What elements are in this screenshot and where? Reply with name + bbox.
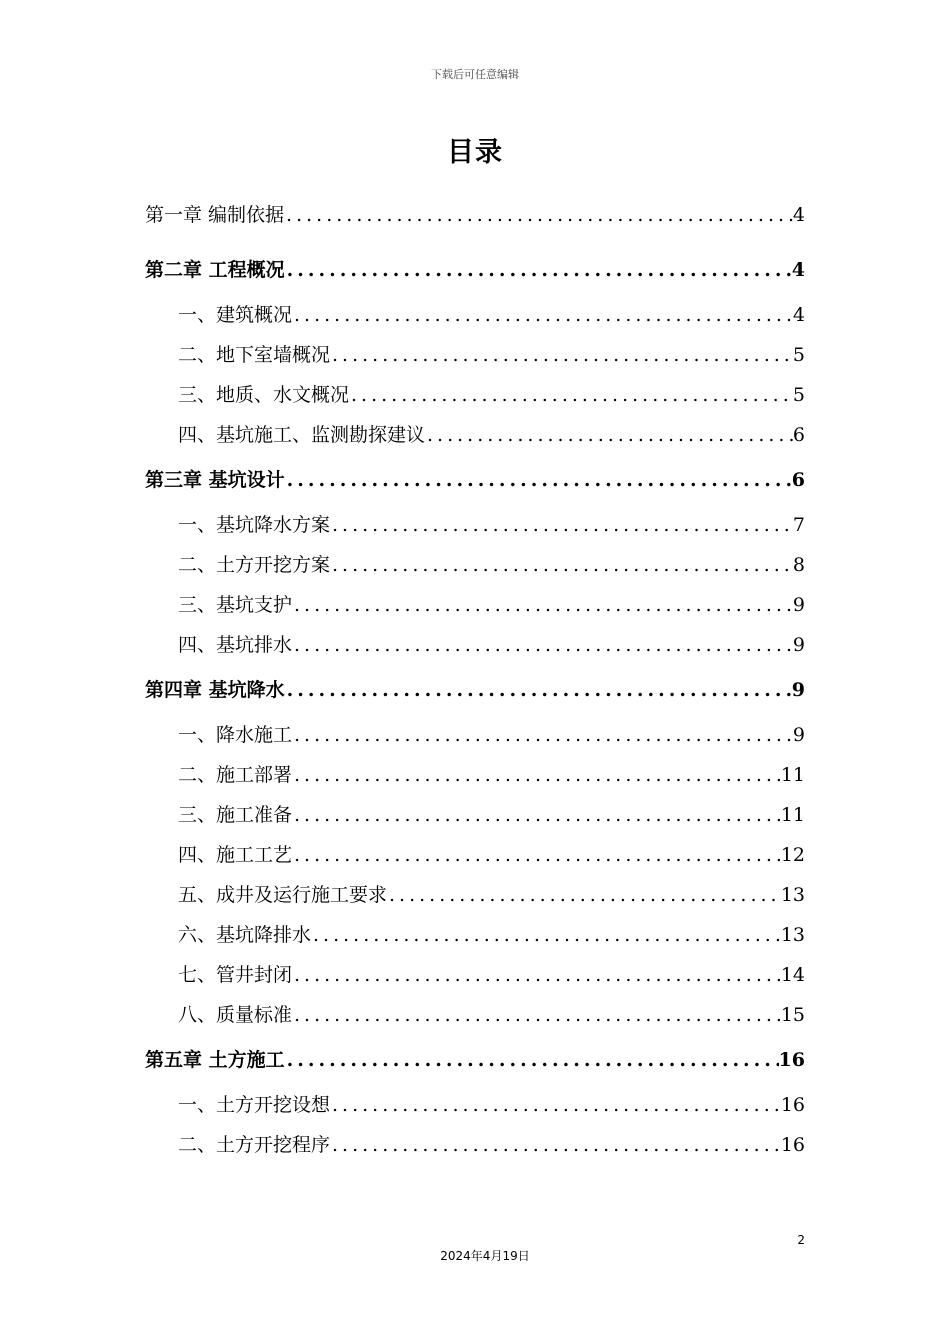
toc-section-entry[interactable] [145, 915, 805, 955]
toc-dot-leader [349, 375, 793, 415]
toc-section-entry[interactable] [145, 995, 805, 1035]
toc-entry-label: 一、建筑概况 [178, 304, 293, 326]
toc-entry-page: 16 [780, 1134, 805, 1156]
toc-entry-page: 13 [780, 924, 805, 946]
toc-dot-leader [292, 585, 793, 625]
toc-entry-label: 一、基坑降水方案 [178, 514, 331, 536]
toc-dot-leader [292, 795, 781, 835]
toc-dot-leader [330, 545, 793, 585]
toc-dot-leader [285, 1035, 779, 1085]
toc-entry-page: 9 [792, 594, 805, 616]
toc-dot-leader [311, 915, 781, 955]
toc-entry-label: 第五章 土方施工 [145, 1049, 285, 1071]
toc-section-entry[interactable] [145, 875, 805, 915]
toc-entry-label: 一、土方开挖设想 [178, 1094, 331, 1116]
toc-dot-leader [330, 1085, 781, 1125]
toc-entry-label: 二、地下室墙概况 [178, 344, 331, 366]
toc-dot-leader [330, 335, 793, 375]
toc-dot-leader [330, 1125, 781, 1165]
toc-section-entry[interactable] [145, 955, 805, 995]
toc-entry-page: 9 [791, 679, 805, 701]
table-of-contents [145, 195, 805, 1165]
toc-entry-label: 第二章 工程概况 [145, 259, 285, 281]
toc-dot-leader [387, 875, 781, 915]
toc-section-entry[interactable] [145, 755, 805, 795]
toc-section-entry[interactable] [145, 295, 805, 335]
toc-chapter-entry[interactable] [145, 1035, 805, 1085]
toc-dot-leader [330, 505, 793, 545]
toc-entry-label: 一、降水施工 [178, 724, 293, 746]
toc-entry-label: 八、质量标准 [178, 1004, 293, 1026]
toc-chapter-entry[interactable] [145, 195, 805, 235]
toc-entry-page: 12 [780, 844, 805, 866]
toc-entry-page: 4 [791, 259, 805, 281]
toc-section-entry[interactable] [145, 835, 805, 875]
toc-entry-label: 第三章 基坑设计 [145, 469, 285, 491]
toc-dot-leader [292, 835, 781, 875]
toc-section-entry[interactable] [145, 1125, 805, 1165]
toc-entry-label: 五、成井及运行施工要求 [178, 884, 388, 906]
toc-entry-label: 二、土方开挖程序 [178, 1134, 331, 1156]
toc-section-entry[interactable] [145, 795, 805, 835]
toc-entry-page: 6 [792, 424, 805, 446]
toc-section-entry[interactable] [145, 545, 805, 585]
toc-dot-leader [284, 195, 793, 235]
toc-entry-page: 13 [780, 884, 805, 906]
page-number: 2 [797, 1233, 805, 1247]
toc-dot-leader [292, 295, 793, 335]
toc-entry-page: 11 [780, 804, 805, 826]
toc-entry-page: 4 [792, 304, 805, 326]
toc-entry-page: 5 [792, 344, 805, 366]
toc-section-entry[interactable] [145, 625, 805, 665]
toc-entry-label: 二、施工部署 [178, 764, 293, 786]
toc-section-entry[interactable] [145, 505, 805, 545]
toc-dot-leader [425, 415, 793, 455]
toc-dot-leader [285, 665, 792, 715]
toc-entry-page: 16 [778, 1049, 805, 1071]
toc-entry-label: 四、基坑排水 [178, 634, 293, 656]
toc-dot-leader [285, 245, 792, 295]
toc-dot-leader [292, 955, 781, 995]
toc-chapter-entry[interactable] [145, 665, 805, 715]
toc-entry-label: 三、基坑支护 [178, 594, 293, 616]
toc-entry-label: 三、施工准备 [178, 804, 293, 826]
toc-dot-leader [292, 625, 793, 665]
toc-chapter-entry[interactable] [145, 455, 805, 505]
toc-entry-page: 9 [792, 634, 805, 656]
toc-section-entry[interactable] [145, 585, 805, 625]
toc-entry-label: 四、基坑施工、监测勘探建议 [178, 424, 426, 446]
toc-section-entry[interactable] [145, 335, 805, 375]
toc-entry-page: 14 [780, 964, 805, 986]
toc-entry-label: 七、管井封闭 [178, 964, 293, 986]
toc-section-entry[interactable] [145, 415, 805, 455]
toc-entry-page: 7 [792, 514, 805, 536]
toc-entry-label: 四、施工工艺 [178, 844, 293, 866]
toc-chapter-entry[interactable] [145, 245, 805, 295]
page-title: 目录 [447, 137, 503, 168]
toc-entry-page: 4 [792, 204, 805, 226]
toc-dot-leader [285, 455, 792, 505]
toc-entry-label: 三、地质、水文概况 [178, 384, 350, 406]
toc-entry-page: 16 [780, 1094, 805, 1116]
toc-entry-page: 8 [792, 554, 805, 576]
toc-section-entry[interactable] [145, 715, 805, 755]
footer-date: 2024年4月19日 [440, 1249, 530, 1263]
toc-entry-page: 9 [792, 724, 805, 746]
toc-entry-label: 第一章 编制依据 [145, 204, 285, 226]
toc-entry-page: 11 [780, 764, 805, 786]
toc-section-entry[interactable] [145, 375, 805, 415]
toc-dot-leader [292, 755, 781, 795]
toc-entry-label: 二、土方开挖方案 [178, 554, 331, 576]
toc-dot-leader [292, 995, 781, 1035]
toc-section-entry[interactable] [145, 1085, 805, 1125]
toc-entry-label: 第四章 基坑降水 [145, 679, 285, 701]
toc-entry-label: 六、基坑降排水 [178, 924, 312, 946]
toc-entry-page: 6 [791, 469, 805, 491]
page-header: 下载后可任意编辑 [431, 68, 519, 81]
toc-entry-page: 5 [792, 384, 805, 406]
toc-dot-leader [292, 715, 793, 755]
toc-entry-page: 15 [780, 1004, 805, 1026]
